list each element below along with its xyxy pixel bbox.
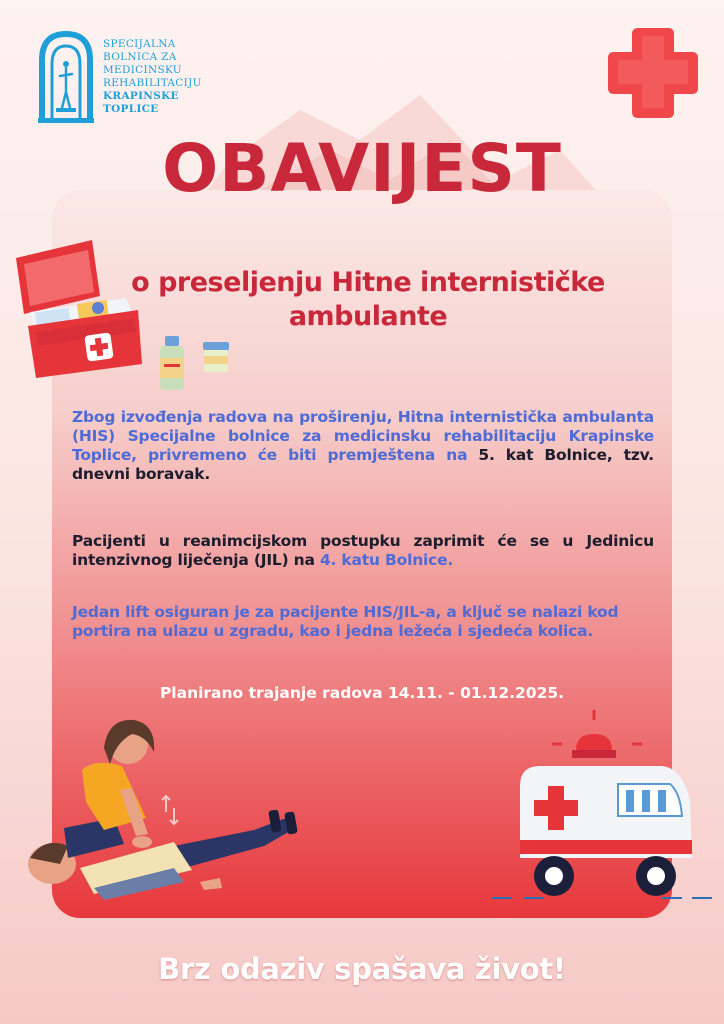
pill-jar-icon <box>200 340 232 374</box>
hospital-logo-icon <box>36 30 96 126</box>
page-title: OBAVIJEST <box>162 130 562 207</box>
subtitle-line-1: o preseljenju Hitne internističke <box>131 267 605 298</box>
subtitle <box>108 266 628 334</box>
paragraph-icu: Pacijenti u reanimcijskom postupku zaprimit će se u Jedinicu intenzivnog liječenja (JIL) na 4. katu Bolnice. <box>72 532 654 569</box>
ambulance-icon <box>492 706 724 906</box>
medicine-bottle-icon <box>156 334 188 392</box>
hospital-name: SPECIJALNA BOLNICA ZA MEDICINSKU REHABILITACIJU KRAPINSKE TOPLICE <box>103 38 202 115</box>
footer-slogan: Brz odaziv spašava život! <box>158 952 566 986</box>
cpr-illustration <box>24 718 314 906</box>
subtitle-line-2: ambulante <box>288 301 448 332</box>
red-cross-icon <box>604 24 702 122</box>
paragraph-relocation: Zbog izvođenja radova na proširenju, Hitna internistička ambulanta (HIS) Specijalne bolnice za medicinsku rehabilitaciju Krapinske Toplice, privremeno će biti premještena na 5. kat Bolnice, tzv. dnevni boravak. <box>72 408 654 483</box>
works-duration: Planirano trajanje radova 14.11. - 01.12.2025. <box>159 684 565 702</box>
paragraph-lift: Jedan lift osiguran je za pacijente HIS/JIL-a, a ključ se nalazi kod portira na ulazu u zgradu, kao i jedna ležeća i sjedeća kolica. <box>72 603 619 640</box>
